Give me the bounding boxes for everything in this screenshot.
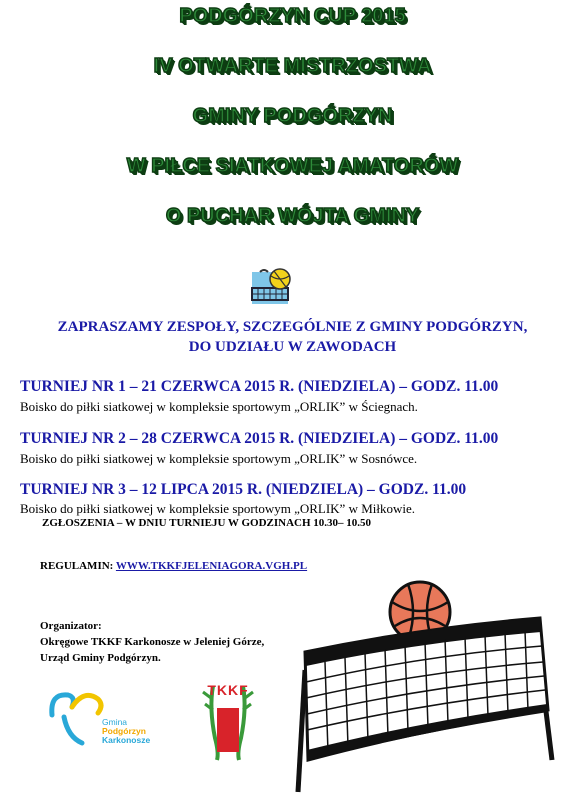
tournament-3-title: TURNIEJ NR 3 – 12 LIPCA 2015 R. (NIEDZIELA) – GODZ. 11.00 bbox=[20, 481, 467, 498]
tournament-3-place: Boisko do piłki siatkowej w kompleksie sportowym „ORLIK” w Miłkowie. bbox=[20, 501, 416, 516]
organizer-1: Okręgowe TKKF Karkonosze w Jeleniej Górze, bbox=[40, 636, 265, 648]
title-line-1: PODGÓRZYN CUP 2015 bbox=[179, 5, 406, 27]
rules-label: REGULAMIN: bbox=[40, 560, 114, 572]
tkkf-logo-text: TKKF bbox=[207, 682, 249, 698]
organizer-2: Urząd Gminy Podgórzyn. bbox=[40, 652, 161, 664]
gmina-logo-word: Gmina bbox=[102, 717, 128, 727]
invite-line-2: DO UDZIAŁU W ZAWODACH bbox=[188, 339, 397, 355]
volleyball-net-icon bbox=[250, 266, 296, 306]
registration-info: ZGŁOSZENIA – W DNIU TURNIEJU W GODZINACH 10.30– 10.50 bbox=[42, 517, 372, 529]
rules-line bbox=[40, 560, 307, 572]
gmina-logo-region: Karkonosze bbox=[102, 735, 151, 745]
gmina-logo-text bbox=[102, 718, 150, 745]
tournament-1-place: Boisko do piłki siatkowej w kompleksie sportowym „ORLIK” w Ściegnach. bbox=[20, 399, 418, 414]
invite-line-1: ZAPRASZAMY ZESPOŁY, SZCZEGÓLNIE Z GMINY PODGÓRZYN, bbox=[57, 319, 528, 335]
tournament-1-title: TURNIEJ NR 1 – 21 CZERWCA 2015 R. (NIEDZIELA) – GODZ. 11.00 bbox=[20, 378, 499, 395]
title-line-2: IV OTWARTE MISTRZOSTWA bbox=[153, 55, 432, 77]
tournament-2-title: TURNIEJ NR 2 – 28 CZERWCA 2015 R. (NIEDZIELA) – GODZ. 11.00 bbox=[20, 430, 499, 447]
title-line-5: O PUCHAR WÓJTA GMINY bbox=[165, 205, 420, 227]
tournament-2-place: Boisko do piłki siatkowej w kompleksie sportowym „ORLIK” w Sosnówce. bbox=[20, 451, 418, 466]
gmina-logo-name: Podgórzyn bbox=[102, 726, 146, 736]
volleyball-net-illustration bbox=[290, 580, 560, 795]
title-line-3: GMINY PODGÓRZYN bbox=[192, 105, 393, 127]
organizer-label: Organizator: bbox=[40, 620, 102, 632]
title-line-4: W PIŁCE SIATKOWEJ AMATORÓW bbox=[126, 155, 459, 177]
rules-link[interactable]: WWW.TKKFJELENIAGORA.VGH.PL bbox=[115, 560, 308, 572]
